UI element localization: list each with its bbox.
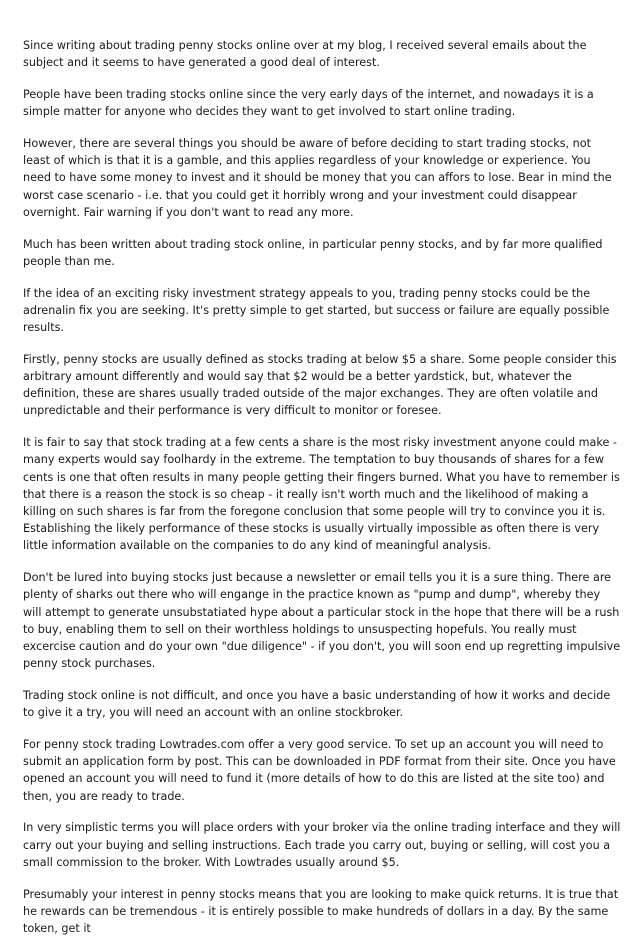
paragraph-12: Presumably your interest in penny stocks means that you are looking to make quick returns. It is true that he rewards can be tremendous - it is entirely possible to make hundreds of dollars in a day. By the same token, get it: [23, 887, 619, 936]
paragraph-11: In very simplistic terms you will place orders with your broker via the online trading interface and they will carry out your buying and selling instructions. Each trade you carry out, buying or selling, will cost you a small commission to the broker. With Lowtrades usually around $5.: [23, 821, 621, 869]
paragraph-9: Trading stock online is not difficult, and once you have a basic understanding of how it works and decide to give it a try, you will need an account with an online stockbroker.: [23, 689, 611, 720]
paragraph-6: Firstly, penny stocks are usually defined as stocks trading at below $5 a share. Some people consider this arbitrary amount differently and would say that $2 would be a better yardstick, but, whatever the definition, these are shares usually traded outside of the major exchanges. They are often volatile and unpredictable and their performance is very difficult to monitor or foresee.: [23, 352, 617, 418]
document-page: [23, 37, 621, 952]
paragraph-7: It is fair to say that stock trading at a few cents a share is the most risky investment anyone could make - many experts would say foolhardy in the extreme. The temptation to buy thousands of shares for a few cents is one that often results in many people getting their fingers burned. What you have to remember is that there is a reason the stock is so cheap - it really isn't worth much and the likelihood of making a killing on such shares is far from the foregone conclusion that some people will try to convince you it is. Establishing the likely performance of these stocks is usually virtually impossible as often there is very little information available on the companies to do any kind of meaningful analysis.: [23, 436, 620, 553]
paragraph-1: Since writing about trading penny stocks online over at my blog, I received several emails about the subject and it seems to have generated a good deal of interest.: [23, 39, 587, 70]
paragraph-8: Don't be lured into buying stocks just because a newsletter or email tells you it is a sure thing. There are plenty of sharks out there who will engange in the practice known as "pump and dump", whereby they will attempt to generate unsubstatiated hype about a particular stock in the hope that there will be a rush to buy, enabling them to sell on their worthless holdings to unsuspecting hopefuls. You really must excercise caution and do your own "due diligence" - if you don't, you will soon end up regretting impulsive penny stock purchases.: [23, 571, 621, 671]
paragraph-3: However, there are several things you should be aware of before deciding to start trading stocks, not least of which is that it is a gamble, and this applies regardless of your knowledge or experience. You need to have some money to invest and it should be money that you can affors to lose. Bear in mind the worst case scenario - i.e. that you could get it horribly wrong and your investment could disappear overnight. Fair warning if you don't want to read any more.: [23, 137, 612, 219]
paragraph-10: For penny stock trading Lowtrades.com offer a very good service. To set up an account you will need to submit an application form by post. This can be downloaded in PDF format from their site. Once you have opened an account you will need to fund it (more details of how to do this are listed at the site too) and then, you are ready to trade.: [23, 738, 616, 803]
paragraph-4: Much has been written about trading stock online, in particular penny stocks, and by far more qualified people than me.: [23, 237, 603, 268]
paragraph-2: People have been trading stocks online since the very early days of the internet, and nowadays it is a simple matter for anyone who decides they want to get involved to start online trading.: [23, 88, 594, 119]
paragraph-5: If the idea of an exciting risky investment strategy appeals to you, trading penny stocks could be the adrenalin fix you are seeking. It's pretty simple to get started, but success or failure are equally possible results.: [23, 286, 610, 335]
